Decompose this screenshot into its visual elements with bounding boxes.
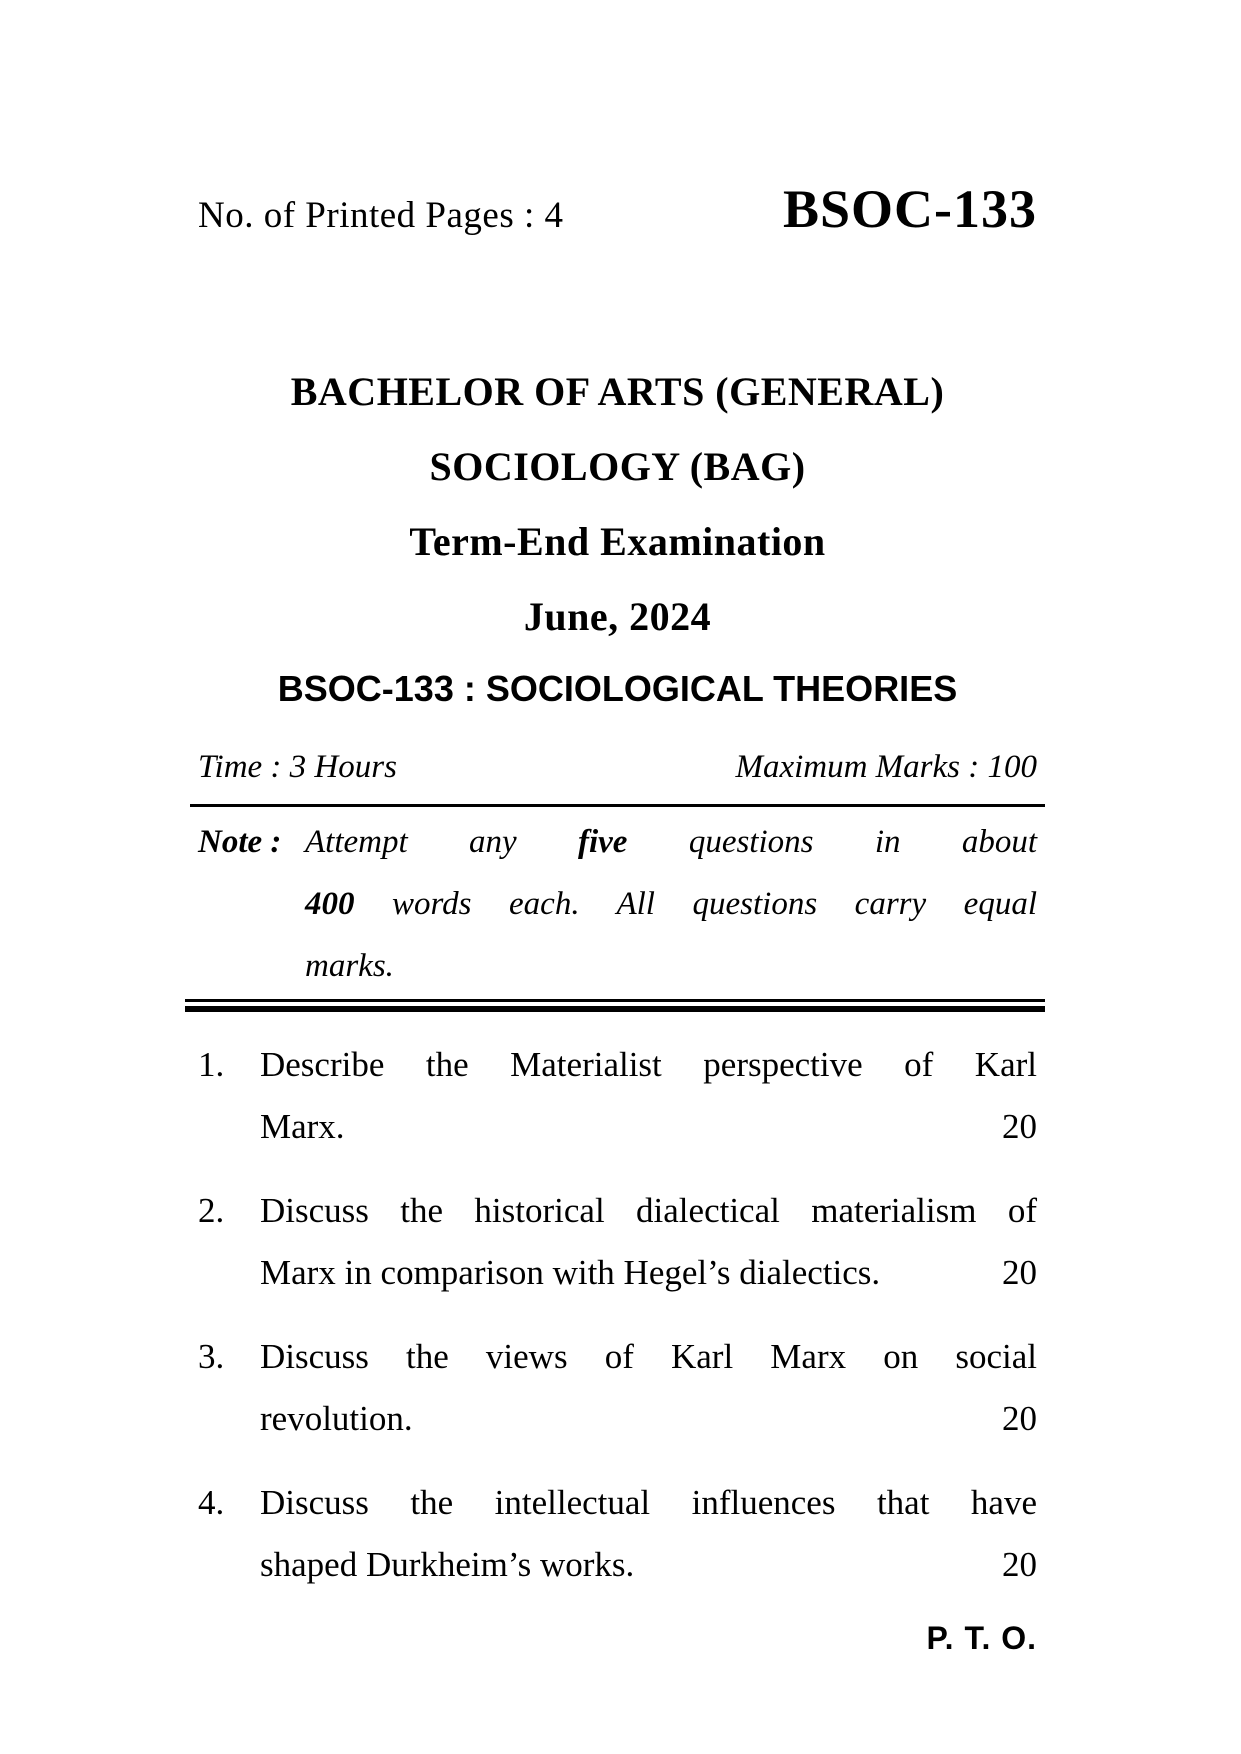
question-number: 2. <box>198 1191 225 1230</box>
course-code: BSOC-133 <box>782 179 1037 239</box>
note-block <box>198 811 1037 997</box>
question-text-line: Describe the Materialist perspective of Karl <box>260 1045 1037 1084</box>
question-number: 4. <box>198 1483 225 1522</box>
question-marks: 20 <box>1002 1253 1037 1292</box>
note-line-3: marks. <box>305 948 394 984</box>
note-line-2: 400 words each. All questions carry equal <box>305 886 1037 922</box>
question-last-line: shaped Durkheim’s works. 20 <box>260 1534 1037 1596</box>
question-3 <box>198 1326 1037 1450</box>
question-marks: 20 <box>1002 1399 1037 1438</box>
question-body <box>260 1326 1037 1450</box>
note-emphasis-400: 400 <box>305 886 355 922</box>
question-text-line: Discuss the views of Karl Marx on social <box>260 1337 1037 1376</box>
question-1 <box>198 1034 1037 1158</box>
title-block <box>198 354 1037 654</box>
question-marks: 20 <box>1002 1545 1037 1584</box>
question-last-line: Marx. 20 <box>260 1096 1037 1158</box>
horizontal-rule <box>190 804 1045 807</box>
note-label: Note : <box>198 824 282 860</box>
question-number: 3. <box>198 1337 225 1376</box>
subject-line: BSOC-133 : SOCIOLOGICAL THEORIES <box>277 668 958 709</box>
meta-row <box>198 751 1037 784</box>
note-emphasis-five: five <box>578 824 628 860</box>
maximum-marks: Maximum Marks : 100 <box>735 749 1037 785</box>
exam-session: June, 2024 <box>523 594 712 639</box>
pto-label: P. T. O. <box>926 1620 1037 1656</box>
question-text-line: Discuss the intellectual influences that have <box>260 1483 1037 1522</box>
printed-pages-label: No. of Printed Pages : 4 <box>198 195 564 236</box>
question-number: 1. <box>198 1045 225 1084</box>
exam-title: Term-End Examination <box>409 519 826 564</box>
question-last-line: revolution. 20 <box>260 1388 1037 1450</box>
question-2 <box>198 1180 1037 1304</box>
question-last-line: Marx in comparison with Hegel’s dialectics. 20 <box>260 1242 1037 1304</box>
double-rule <box>185 999 1045 1012</box>
note-line-1: Attempt any five questions in about <box>305 824 1038 860</box>
page-header <box>198 179 1037 239</box>
question-body <box>260 1034 1037 1158</box>
question-body <box>260 1180 1037 1304</box>
time-allowed: Time : 3 Hours <box>198 749 397 785</box>
question-body <box>260 1472 1037 1596</box>
question-4 <box>198 1472 1037 1596</box>
programme-title: SOCIOLOGY (BAG) <box>429 444 806 489</box>
question-marks: 20 <box>1002 1107 1037 1146</box>
question-text-line: Discuss the historical dialectical materialism of <box>260 1191 1037 1230</box>
degree-title: BACHELOR OF ARTS (GENERAL) <box>290 369 945 414</box>
note-text <box>305 811 1037 997</box>
